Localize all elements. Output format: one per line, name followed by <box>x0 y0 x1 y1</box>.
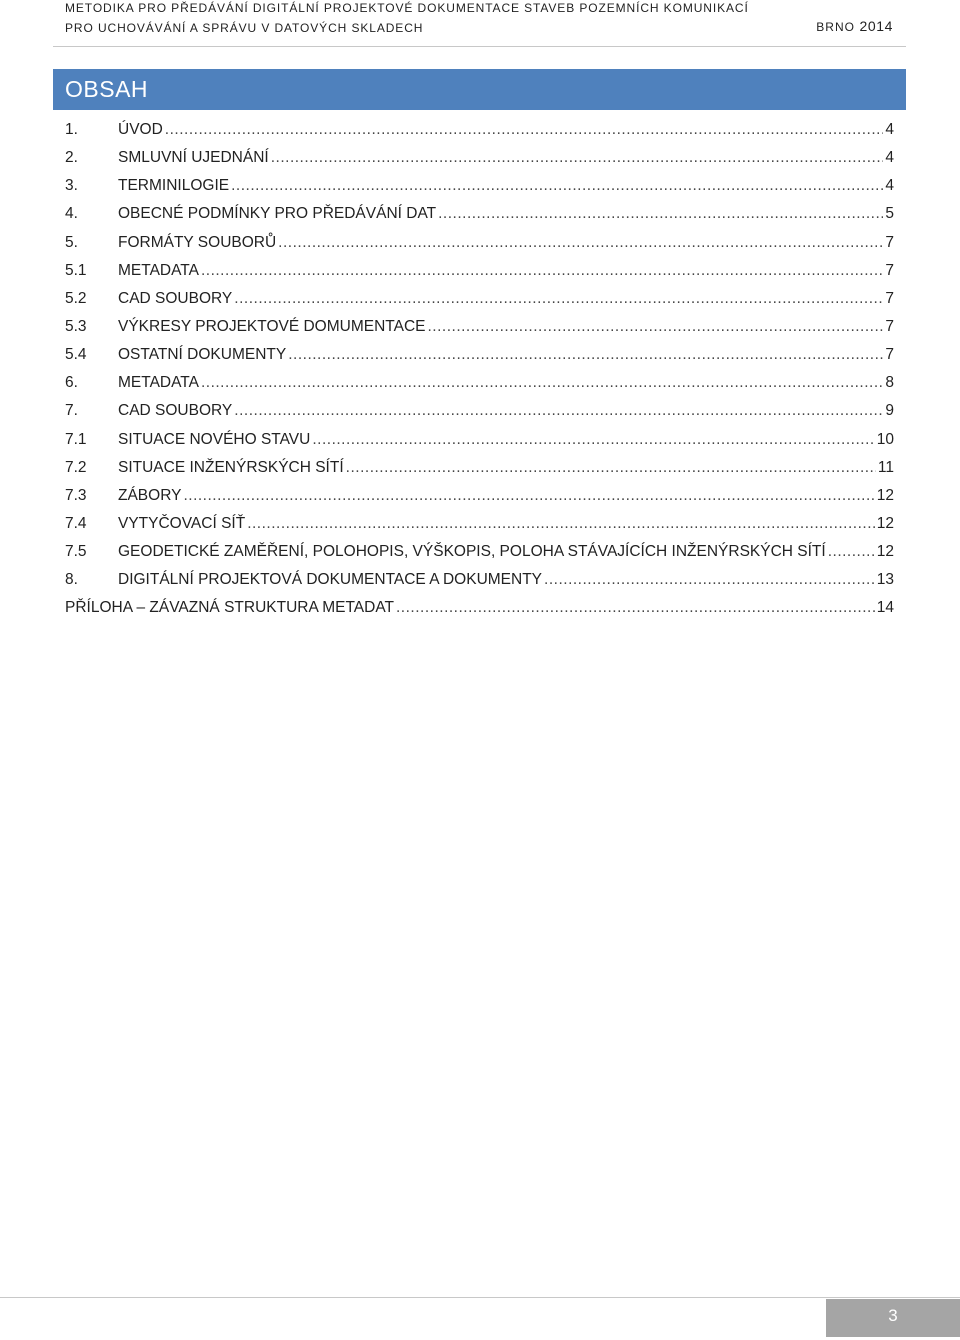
toc-entry-title: PŘÍLOHA – ZÁVAZNÁ STRUKTURA METADAT <box>65 599 394 617</box>
toc-entry-line <box>118 229 894 257</box>
toc-entry-title: OBECNÉ PODMÍNKY PRO PŘEDÁVÁNÍ DAT <box>118 205 437 223</box>
toc-entry-page: 4 <box>885 177 894 195</box>
toc-entry[interactable] <box>65 566 894 594</box>
toc-entry[interactable] <box>65 538 894 566</box>
toc-entry[interactable] <box>65 454 894 482</box>
toc-dot-leader <box>438 200 883 228</box>
toc-entry-title: METADATA <box>118 374 199 392</box>
toc-entry-line <box>118 285 894 313</box>
toc-entry-line <box>118 538 894 566</box>
toc-entry[interactable] <box>65 116 894 144</box>
toc-dot-leader <box>396 594 875 622</box>
toc-dot-leader <box>165 116 884 144</box>
toc-entry-page: 14 <box>876 599 894 617</box>
table-of-contents <box>65 116 894 623</box>
toc-entry-line <box>118 313 894 341</box>
toc-entry-page: 7 <box>885 317 894 335</box>
toc-dot-leader <box>271 144 884 172</box>
toc-entry-line <box>118 454 894 482</box>
toc-entry-number: 1. <box>65 121 78 138</box>
toc-entry-page: 7 <box>885 261 894 279</box>
toc-dot-leader <box>278 229 883 257</box>
toc-dot-leader <box>234 285 883 313</box>
toc-dot-leader <box>183 482 874 510</box>
toc-entry-page: 4 <box>885 149 894 167</box>
toc-entry-line <box>118 426 894 454</box>
toc-entry-title: FORMÁTY SOUBORŮ <box>118 233 277 251</box>
toc-dot-leader <box>312 426 874 454</box>
header-year: 2014 <box>859 18 893 34</box>
toc-entry-number: 7.1 <box>65 430 87 448</box>
toc-entry-page: 12 <box>876 543 894 561</box>
toc-entry-page: 9 <box>885 402 894 420</box>
toc-dot-leader <box>234 397 883 425</box>
toc-entry-page: 5 <box>885 205 894 223</box>
toc-heading: OBSAH <box>65 76 149 102</box>
toc-entry-number: 8. <box>65 571 78 589</box>
toc-dot-leader <box>544 566 875 594</box>
toc-entry[interactable] <box>65 594 894 622</box>
toc-entry[interactable] <box>65 397 894 425</box>
toc-entry-number: 5.3 <box>65 317 87 335</box>
footer-divider <box>0 1297 960 1298</box>
toc-entry-line <box>118 144 894 172</box>
toc-entry-page: 7 <box>885 233 894 251</box>
toc-entry-title: DIGITÁLNÍ PROJEKTOVÁ DOKUMENTACE A DOKUMENTY <box>118 571 543 589</box>
footer-page-number: 3 <box>888 1306 898 1325</box>
toc-entry-number: 4. <box>65 205 78 223</box>
toc-entry-number: 7.3 <box>65 486 87 504</box>
toc-entry-number: 5.4 <box>65 346 87 364</box>
toc-entry-line <box>118 200 894 228</box>
toc-entry[interactable] <box>65 341 894 369</box>
toc-entry-title: VÝKRESY PROJEKTOVÉ DOMUMENTACE <box>118 317 426 335</box>
toc-dot-leader <box>231 172 883 200</box>
toc-entry-line <box>118 510 894 538</box>
toc-entry[interactable] <box>65 229 894 257</box>
toc-dot-leader <box>247 510 875 538</box>
toc-entry-page: 12 <box>876 514 894 532</box>
header-title-line1: METODIKA PRO PŘEDÁVÁNÍ DIGITÁLNÍ PROJEKTOVÉ DOKUMENTACE STAVEB POZEMNÍCH KOMUNIKACÍ <box>65 1 749 15</box>
toc-entry-number: 7.4 <box>65 514 87 532</box>
toc-entry-number: 5. <box>65 233 78 251</box>
header-divider <box>53 46 906 47</box>
toc-dot-leader <box>828 538 875 566</box>
toc-entry-page: 7 <box>885 289 894 307</box>
toc-entry-page: 11 <box>877 458 894 476</box>
toc-entry-title: SITUACE INŽENÝRSKÝCH SÍTÍ <box>118 458 344 476</box>
toc-entry-title: VYTYČOVACÍ SÍŤ <box>118 514 246 532</box>
toc-entry-title: SMLUVNÍ UJEDNÁNÍ <box>118 149 269 167</box>
toc-entry-page: 7 <box>885 346 894 364</box>
toc-entry-title: GEODETICKÉ ZAMĚŘENÍ, POLOHOPIS, VÝŠKOPIS, POLOHA STÁVAJÍCÍCH INŽENÝRSKÝCH SÍTÍ <box>118 543 826 561</box>
toc-entry-page: 10 <box>876 430 894 448</box>
toc-entry-title: ÚVOD <box>118 121 163 138</box>
toc-entry-title: OSTATNÍ DOKUMENTY <box>118 346 287 364</box>
toc-entry-page: 8 <box>885 374 894 392</box>
toc-entry[interactable] <box>65 510 894 538</box>
toc-entry-line <box>118 116 894 144</box>
toc-entry-page: 12 <box>876 486 894 504</box>
toc-dot-leader <box>346 454 876 482</box>
toc-entry-number: 7. <box>65 402 78 420</box>
toc-dot-leader <box>201 369 883 397</box>
header-city: BRNO <box>816 20 855 34</box>
toc-entry-number: 2. <box>65 149 78 167</box>
toc-entry[interactable] <box>65 200 894 228</box>
toc-entry[interactable] <box>65 257 894 285</box>
header-city-year <box>816 18 893 34</box>
toc-entry-number: 3. <box>65 177 78 195</box>
toc-entry-line <box>118 369 894 397</box>
toc-entry-number: 5.2 <box>65 289 87 307</box>
toc-entry-title: ZÁBORY <box>118 486 182 504</box>
toc-dot-leader <box>427 313 883 341</box>
toc-entry[interactable] <box>65 482 894 510</box>
toc-dot-leader <box>288 341 883 369</box>
toc-entry[interactable] <box>65 369 894 397</box>
toc-dot-leader <box>201 257 883 285</box>
toc-entry-title: METADATA <box>118 261 199 279</box>
toc-entry[interactable] <box>65 172 894 200</box>
toc-entry-page: 4 <box>885 121 894 138</box>
header-title-line2: PRO UCHOVÁVÁNÍ A SPRÁVU V DATOVÝCH SKLADECH <box>65 21 424 35</box>
toc-entry-title: CAD SOUBORY <box>118 402 233 420</box>
toc-entry[interactable] <box>65 426 894 454</box>
toc-entry[interactable] <box>65 144 894 172</box>
toc-entry-line <box>118 257 894 285</box>
toc-entry-line <box>118 172 894 200</box>
toc-entry[interactable] <box>65 285 894 313</box>
toc-entry-line <box>65 594 894 622</box>
toc-entry[interactable] <box>65 313 894 341</box>
toc-entry-line <box>118 482 894 510</box>
toc-entry-line <box>118 566 894 594</box>
toc-entry-title: SITUACE NOVÉHO STAVU <box>118 430 311 448</box>
toc-heading-banner <box>53 69 906 110</box>
toc-entry-line <box>118 341 894 369</box>
toc-entry-title: CAD SOUBORY <box>118 289 233 307</box>
toc-entry-number: 7.2 <box>65 458 87 476</box>
toc-entry-number: 5.1 <box>65 261 87 279</box>
footer-page-box <box>826 1299 960 1337</box>
toc-entry-number: 6. <box>65 374 78 392</box>
toc-entry-line <box>118 397 894 425</box>
toc-entry-title: TERMINILOGIE <box>118 177 230 195</box>
toc-entry-page: 13 <box>876 571 894 589</box>
toc-entry-number: 7.5 <box>65 543 87 561</box>
